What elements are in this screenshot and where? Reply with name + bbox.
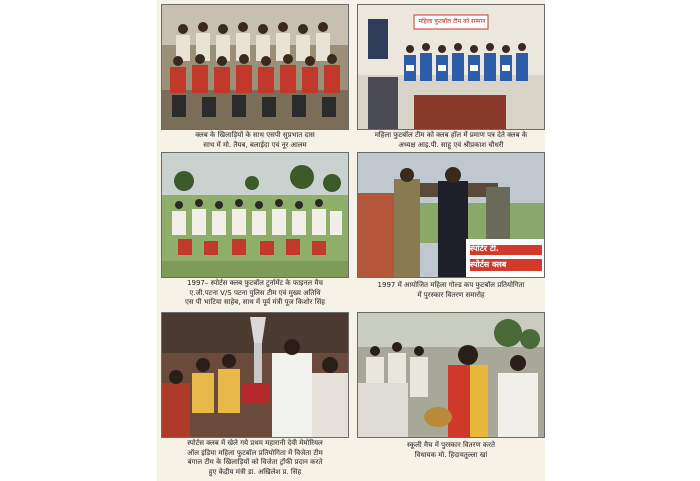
photo-team-group-caption: [163, 131, 347, 150]
photo-final-match: [161, 152, 349, 278]
caption-line: स्पोर्टस क्लब में खेले गये प्रथम महारानी देवी मेमोरियल: [187, 439, 323, 447]
caption-line: स्कूली मैच में पुरस्कार वितरण करते: [406, 441, 496, 449]
photo-gold-cup-prize: [357, 152, 545, 278]
caption-line: अध्यक्ष आइ.पी. साहू एवं श्रीप्रकाश चौधरी: [398, 140, 504, 149]
caption-line: हुए केंद्रीय मंत्री डा. अखिलेश प्र. सिंह: [208, 467, 302, 476]
caption-line: साथ में मो. तैयब, बलाईदा एवं नूर आलम: [203, 140, 307, 149]
photo-final-match-caption: [161, 279, 349, 308]
caption-line: ए.जी.पटना V/S पटना पुलिस टीम एवं मुख्य अतिथि: [189, 288, 321, 297]
caption-line: महिला फुटबॉल टीम को क्लब हॉल में प्रमाण पत्र देते क्लब के: [374, 131, 528, 139]
photo-banner: स्पोर्टर टी.: [470, 244, 499, 253]
photo-school-match-prize: [357, 312, 545, 438]
photo-certificate-ceremony: [357, 4, 545, 130]
photo-school-match-prize-caption: [357, 441, 545, 460]
photo-certificate-ceremony-caption: [357, 131, 545, 150]
caption-line: 1997 में आयोजित महिला गोल्ड कप फुटबॉल प्रतियोगिता: [377, 281, 525, 289]
photo-banner: महिला फुटबॉल टीम को सम्मान: [418, 18, 486, 25]
photo-banner: स्पोर्टस क्लब: [470, 260, 507, 269]
caption-line: में पुरस्कार वितरण समारोह: [417, 290, 485, 299]
photo-trophy-presentation: [161, 312, 349, 438]
caption-line: क्लब के खिलाड़ियों के साथ एसपी सुप्रभात दास: [195, 131, 315, 139]
caption-line: 1997– स्पोर्टस क्लब फुटबॉल टुर्नामेंट के फाइनल मैच: [187, 279, 323, 287]
photo-trophy-presentation-caption: [161, 439, 349, 477]
caption-line: ऑल इंडिया महिला फुटबॉल प्रतियोगिता में विजेता टीम: [187, 448, 323, 457]
caption-line: एस पी भाटिया साहेब, साथ में पूर्व मंत्री पूज किशोर सिंह: [184, 298, 326, 306]
photo-gold-cup-prize-caption: [357, 281, 545, 300]
caption-line: बंगाल टीम के खिलाड़ियों को विजेता ट्रॉफी प्रदान करते: [187, 458, 323, 466]
photo-team-group: [161, 4, 349, 130]
caption-line: विधायक मो. हिदायतुल्ला खां: [414, 450, 488, 459]
